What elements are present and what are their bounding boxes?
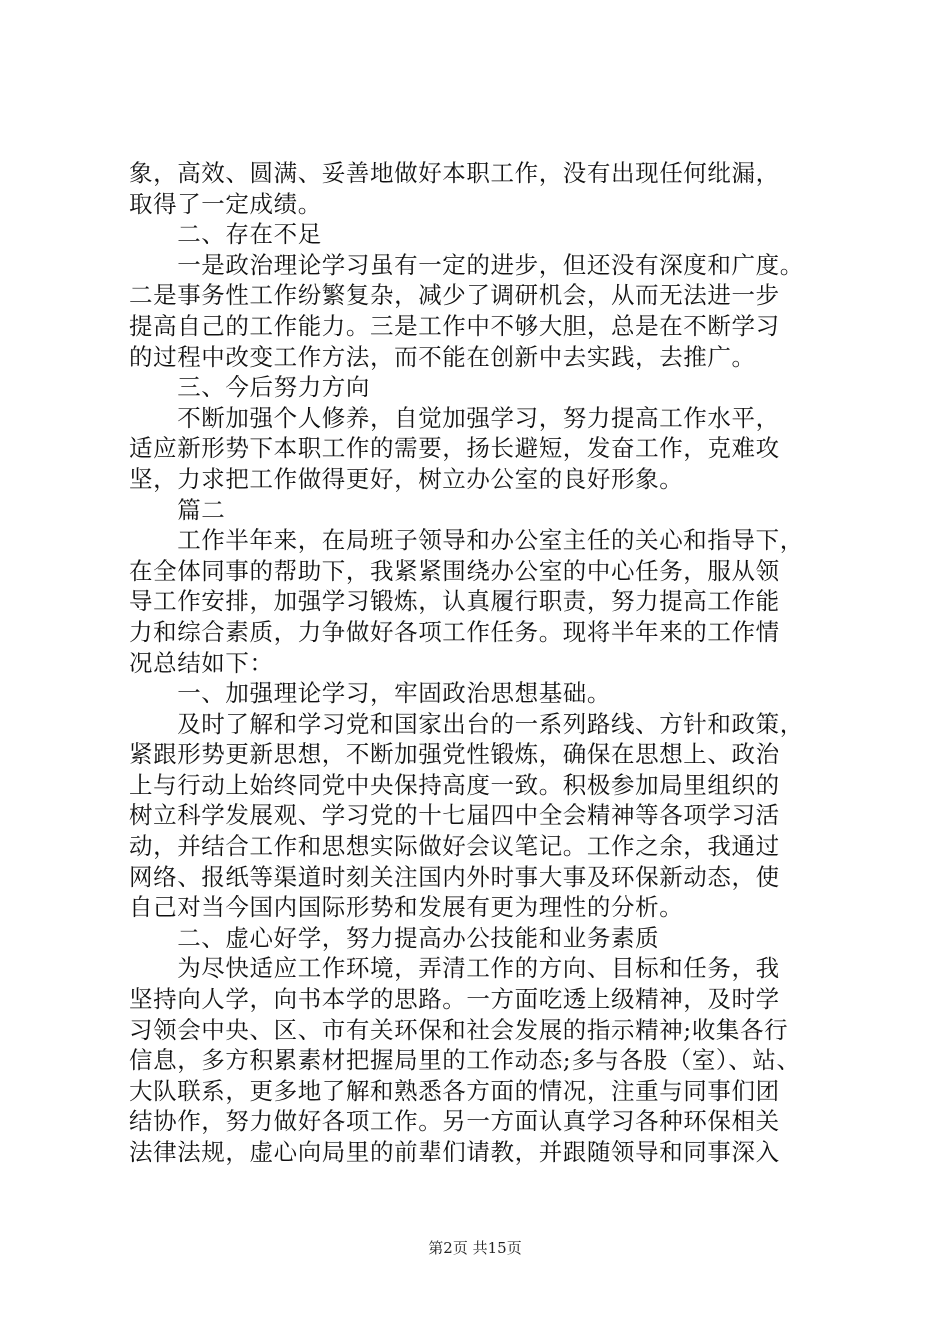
text-line: 况总结如下： [129,648,274,677]
body-text [129,158,839,1168]
section-heading: 二、存在不足 [129,220,322,249]
text-line: 象，高效、圆满、妥善地做好本职工作，没有出现任何纰漏， [129,159,780,187]
text-line: 工作半年来，在局班子领导和办公室主任的关心和指导下， [129,526,804,555]
text-line: 坚，力求把工作做得更好，树立办公室的良好形象。 [129,464,684,493]
text-line: 不断加强个人修养，自觉加强学习，努力提高工作水平， [129,403,780,432]
text-line: 网络、报纸等渠道时刻关注国内外时事大事及环保新动态，使 [129,862,780,891]
text-line: 取得了一定成绩。 [129,189,322,218]
text-line: 提高自己的工作能力。三是工作中不够大胆，总是在不断学习 [129,311,780,340]
section-heading: 三、今后努力方向 [129,373,370,402]
text-line: 结协作，努力做好各项工作。另一方面认真学习各种环保相关 [129,1107,780,1136]
text-line: 力和综合素质，力争做好各项工作任务。现将半年来的工作情 [129,617,780,646]
text-line: 为尽快适应工作环境，弄清工作的方向、目标和任务，我 [129,954,780,983]
section-heading: 一、加强理论学习，牢固政治思想基础。 [129,679,611,708]
text-line: 上与行动上始终同党中央保持高度一致。积极参加局里组织的 [129,770,780,799]
text-line: 信息，多方积累素材把握局里的工作动态;多与各股（室）、站、 [129,1046,801,1075]
page-number-footer: 第2页 共15页 [428,1239,522,1257]
text-line: 导工作安排，加强学习锻炼，认真履行职责，努力提高工作能 [129,587,780,616]
text-line: 自己对当今国内国际形势和发展有更为理性的分析。 [129,893,684,922]
text-line: 二是事务性工作纷繁复杂，减少了调研机会，从而无法进一步 [129,281,780,310]
text-line: 大队联系，更多地了解和熟悉各方面的情况，注重与同事们团 [129,1076,780,1105]
text-line: 树立科学发展观、学习党的十七届四中全会精神等各项学习活 [129,801,780,830]
text-line: 适应新形势下本职工作的需要，扬长避短，发奋工作，克难攻 [129,434,780,463]
text-line: 及时了解和学习党和国家出台的一系列路线、方针和政策， [129,709,804,738]
text-line: 法律法规，虚心向局里的前辈们请教，并跟随领导和同事深入 [129,1138,780,1166]
text-line: 坚持向人学，向书本学的思路。一方面吃透上级精神，及时学 [129,985,780,1014]
text-line: 动，并结合工作和思想实际做好会议笔记。工作之余，我通过 [129,832,780,861]
text-line: 的过程中改变工作方法，而不能在创新中去实践，去推广。 [129,342,756,371]
section-heading: 篇二 [129,495,226,524]
text-line: 习领会中央、区、市有关环保和社会发展的指示精神;收集各行 [129,1015,789,1044]
text-line: 在全体同事的帮助下，我紧紧围绕办公室的中心任务，服从领 [129,556,780,585]
section-heading: 二、虚心好学，努力提高办公技能和业务素质 [129,923,660,952]
text-line: 紧跟形势更新思想，不断加强党性锻炼，确保在思想上、政治 [129,740,780,769]
text-line: 一是政治理论学习虽有一定的进步，但还没有深度和广度。 [129,250,804,279]
